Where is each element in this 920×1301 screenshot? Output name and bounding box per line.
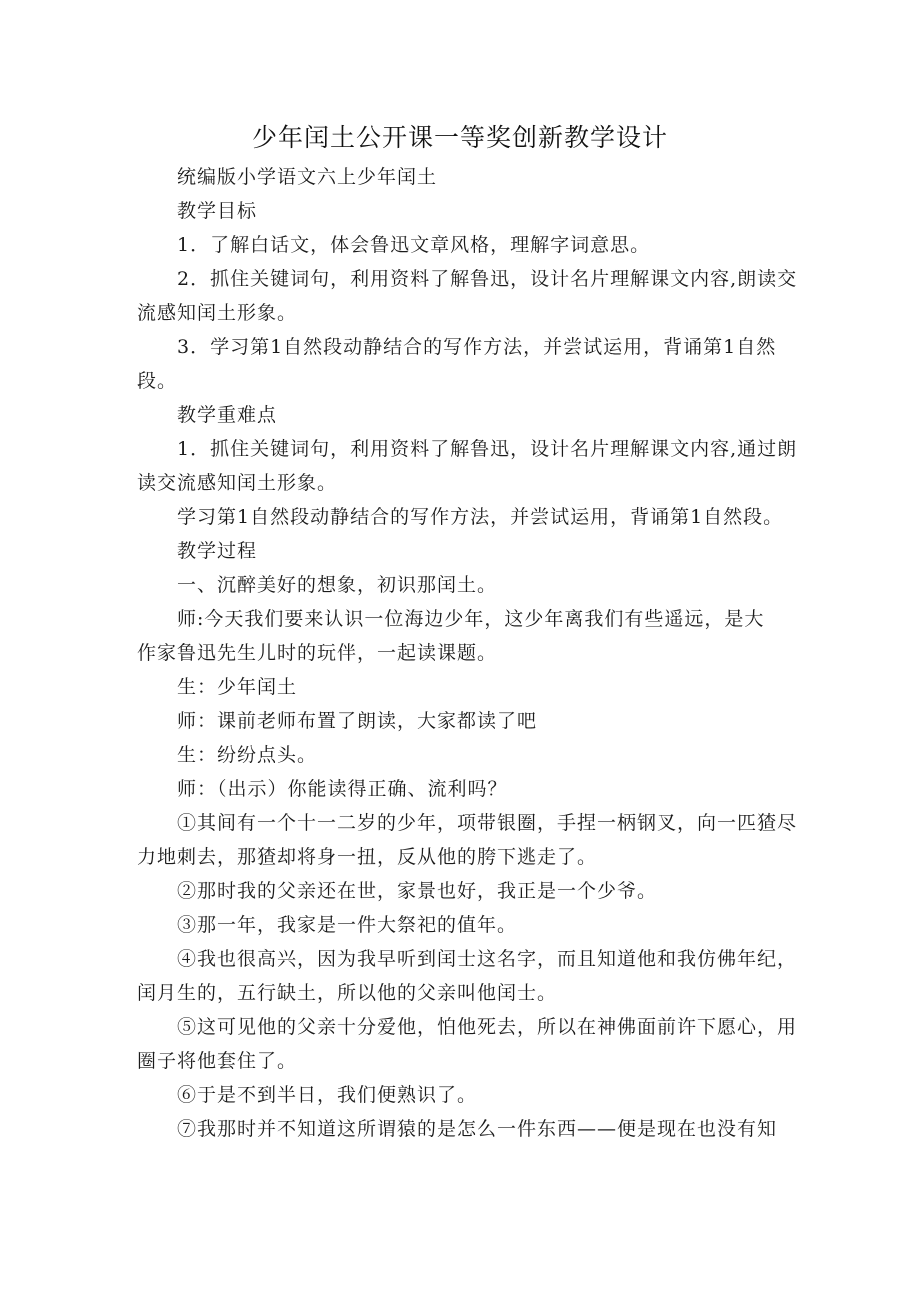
reading-sentence-5: ⑤这可见他的父亲十分爱他，怕他死去，所以在神佛面前许下愿心，用圈子将他套住了。 xyxy=(137,1016,798,1072)
objective-item-3: 3．学习第1自然段动静结合的写作方法，并尝试运用，背诵第1自然段。 xyxy=(137,336,777,392)
key-point-item-2: 学习第1自然段动静结合的写作方法，并尝试运用，背诵第1自然段。 xyxy=(177,506,784,528)
reading-sentence-1: ①其间有一个十一二岁的少年，项带银圈，手捏一柄钢叉，向一匹猹尽力地刺去，那猹却将身一扭，反从他的胯下逃走了。 xyxy=(137,812,798,868)
document-title: 少年闰土公开课一等奖创新教学设计 xyxy=(251,123,668,152)
reading-sentence-3: ③那一年，我家是一件大祭祀的值年。 xyxy=(177,914,518,936)
objective-item-1: 1．了解白话文，体会鲁迅文章风格，理解字词意思。 xyxy=(177,234,651,256)
teacher-line-3: 师：（出示）你能读得正确、流利吗？ xyxy=(177,778,508,800)
student-line-1: 生：少年闰土 xyxy=(177,676,298,698)
objective-item-2: 2．抓住关键词句，利用资料了解鲁迅，设计名片理解课文内容,朗读交流感知闰土形象。 xyxy=(137,268,798,324)
subtitle-line: 统编版小学语文六上少年闰土 xyxy=(177,166,438,188)
section-heading-objectives: 教学目标 xyxy=(177,200,258,222)
section-heading-key-points: 教学重难点 xyxy=(177,404,278,426)
key-point-item-1: 1．抓住关键词句，利用资料了解鲁迅，设计名片理解课文内容,通过朗读交流感知闰土形象。 xyxy=(137,438,798,494)
reading-sentence-6: ⑥于是不到半日，我们便熟识了。 xyxy=(177,1084,478,1106)
reading-sentence-2: ②那时我的父亲还在世，家景也好，我正是一个少爷。 xyxy=(177,880,658,902)
reading-sentence-7: ⑦我那时并不知道这所谓猿的是怎么一件东西——便是现在也没有知 xyxy=(177,1118,778,1140)
section-heading-process: 教学过程 xyxy=(177,540,258,562)
student-line-2: 生：纷纷点头。 xyxy=(177,744,318,766)
teacher-line-1: 师:今天我们要来认识一位海边少年，这少年离我们有些遥远，是大作家鲁迅先生儿时的玩伴，一起读课题。 xyxy=(137,608,765,664)
document-body xyxy=(137,160,802,1146)
reading-sentence-4: ④我也很高兴，因为我早听到闰士这名字，而且知道他和我仿佛年纪，闰月生的，五行缺土，所以他的父亲叫他闰士。 xyxy=(137,948,798,1004)
process-step-1-heading: 一、沉醉美好的想象，初识那闰土。 xyxy=(177,574,498,596)
teacher-line-2: 师：课前老师布置了朗读，大家都读了吧 xyxy=(177,710,538,732)
